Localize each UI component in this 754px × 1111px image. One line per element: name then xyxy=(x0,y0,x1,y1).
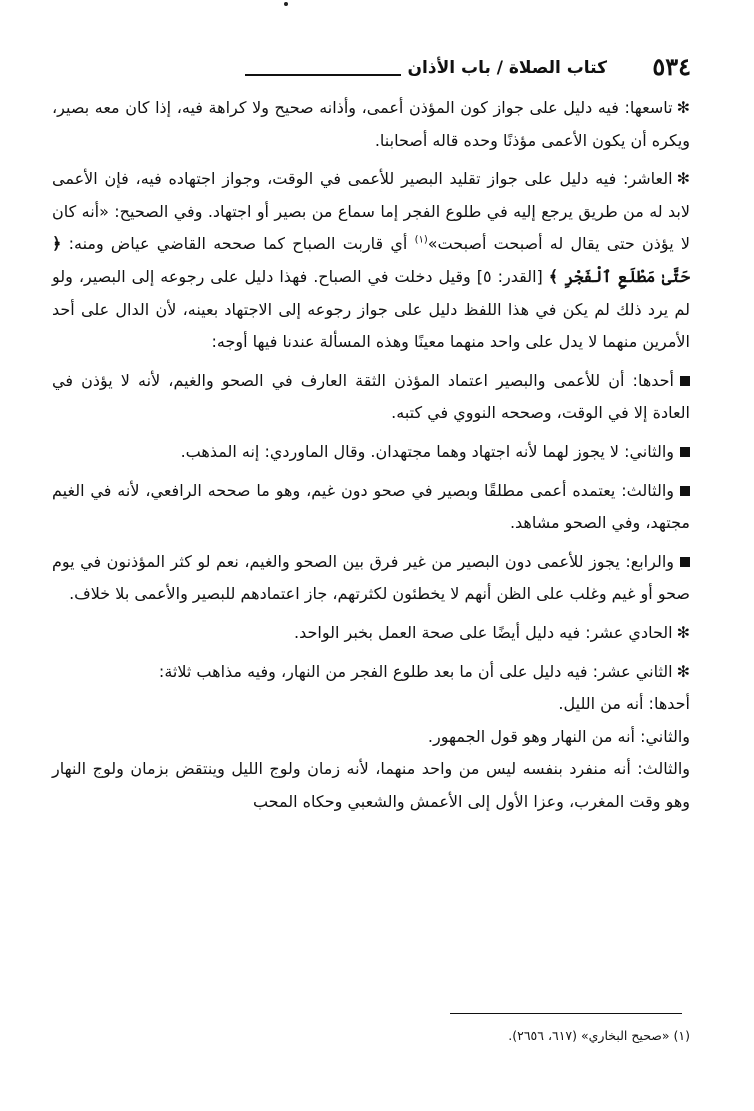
paragraph-tenth xyxy=(52,163,690,359)
asterisk-bullet-icon: ✻ xyxy=(676,169,690,189)
square-bullet-icon xyxy=(680,486,690,496)
square-bullet-icon xyxy=(680,447,690,457)
opinion-first xyxy=(52,365,690,430)
paragraph-text: أي قاربت الصباح كما صححه القاضي عياض ومنه: xyxy=(61,234,415,254)
paragraph-text: الحادي عشر: فيه دليل أيضًا على صحة العمل بخبر الواحد. xyxy=(294,622,673,642)
view-first xyxy=(52,688,690,721)
asterisk-bullet-icon: ✻ xyxy=(676,661,690,681)
footnote: (١) «صحيح البخاري» (٦١٧، ٢٦٥٦). xyxy=(508,1028,690,1043)
paragraph-text: والثالث: أنه منفرد بنفسه ليس من واحد منهما، لأنه زمان ولوج الليل وينتقض بزمان ولوج النهار وهو وقت المغرب، وعزا الأول إلى الأعمش والشعبي وحكاه المحب xyxy=(52,759,690,811)
square-bullet-icon xyxy=(680,376,690,386)
asterisk-bullet-icon: ✻ xyxy=(676,98,690,117)
view-third xyxy=(52,753,690,818)
asterisk-bullet-icon: ✻ xyxy=(676,622,690,642)
paragraph-text: أحدها: أن للأعمى والبصير اعتماد المؤذن الثقة العارف في الصحو والغيم، لأنه لا يؤذن في العادة إلا في الوقت، وصححه النووي في كتبه. xyxy=(52,370,690,423)
paragraph-twelfth xyxy=(52,656,690,689)
view-second xyxy=(52,721,690,754)
quran-verse: ﴿ حَتَّىٰ مَطْلَعِ ٱلْفَجْرِ ﴾ xyxy=(52,234,691,286)
running-title: كتاب الصلاة / باب الأذان xyxy=(407,58,607,78)
opinion-second xyxy=(52,436,690,469)
paragraph-text: تاسعها: فيه دليل على جواز كون المؤذن أعمى، وأذانه صحيح ولا كراهة فيه، إذا كان معه بصير، ويكره أن يكون الأعمى مؤذنًا وحده قاله أصحابنا. xyxy=(52,98,690,150)
paragraph-eleventh xyxy=(52,617,690,650)
paragraph-text: والثاني: لا يجوز لهما لأنه اجتهاد وهما مجتهدان. وقال الماوردي: إنه المذهب. xyxy=(180,441,674,461)
paragraph-text: [القدر: ٥] وقيل دخلت في الصباح. فهذا دليل على رجوعه إلى البصير، ولو لم يرد ذلك لم يكن في هذا اللفظ دليل على جواز رجوعه إلى الاجتهاد بعينه، لأن الدال على أحد الأمرين منهما لا يدل على واحد منهما معينًا وهذه المسألة عندنا فيها أوجه: xyxy=(52,266,690,352)
paragraph-text: الثاني عشر: فيه دليل على أن ما بعد طلوع الفجر من النهار، وفيه مذاهب ثلاثة: xyxy=(158,661,673,681)
page-number: ٥٣٤ xyxy=(652,52,691,81)
paragraph-text: والثاني: أنه من النهار وهو قول الجمهور. xyxy=(427,726,690,746)
opinion-third xyxy=(52,475,690,540)
header-rule xyxy=(245,74,401,76)
paragraph-text: والرابع: يجوز للأعمى دون البصير من غير فرق بين الصحو والغيم، نعم لو كثر المؤذنون في يوم صحو أو غيم وغلب على الظن أنهم لا يخطئون لكثرتهم، جاز اعتمادهم للبصير والأعمى بلا خلاف. xyxy=(52,551,690,604)
footnote-rule xyxy=(450,1013,682,1014)
paragraph-ninth xyxy=(52,92,690,157)
paragraph-text: العاشر: فيه دليل على جواز تقليد البصير للأعمى في الوقت، وجواز اجتهاده فيه، فإن الأعمى لابد له من طريق يرجع إليه في طلوع الفجر إما سماع من بصير أو اجتهاد. وفي الصحيح: «أنه كان لا يؤذن حتى يقال له أصبحت أصبحت» xyxy=(52,169,691,254)
print-speck xyxy=(284,2,288,6)
page-header xyxy=(55,52,691,86)
footnote-marker: (١) xyxy=(414,235,428,247)
opinion-fourth xyxy=(52,546,690,611)
paragraph-text: والثالث: يعتمده أعمى مطلقًا وبصير في صحو دون غيم، وهو ما صححه الرافعي، لأنه في الغيم مجتهد، وفي الصحو مشاهد. xyxy=(52,480,690,533)
square-bullet-icon xyxy=(680,557,690,567)
main-text xyxy=(52,92,690,818)
paragraph-text: أحدها: أنه من الليل. xyxy=(558,694,690,714)
